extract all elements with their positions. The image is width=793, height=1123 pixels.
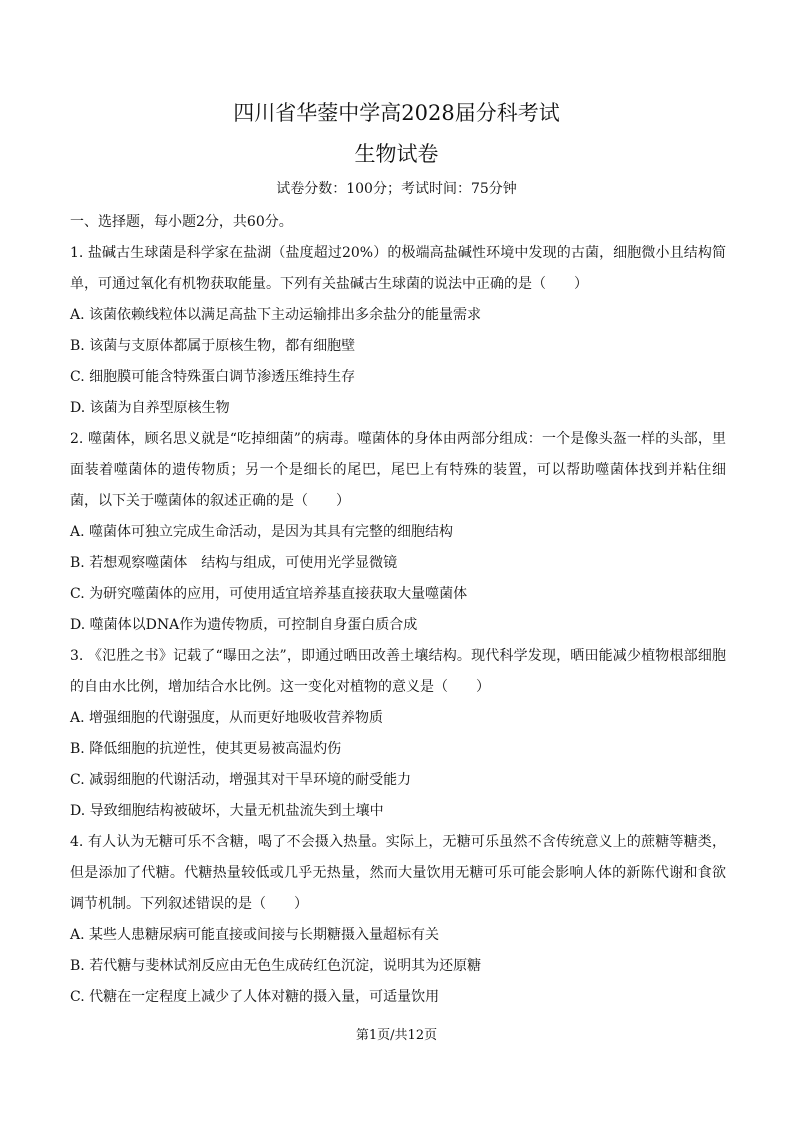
option-a: A. 噬菌体可独立完成生命活动，是因为其具有完整的细胞结构 (70, 524, 454, 540)
option-a: A. 增强细胞的代谢强度，从而更好地吸收营养物质 (70, 710, 384, 726)
page-number: 第1页/共12页 (355, 1028, 438, 1043)
option-c: C. 细胞膜可能含特殊蛋白调节渗透压维持生存 (70, 369, 356, 385)
question-stem: 4. 有人认为无糖可乐不含糖，喝了不会摄入热量。实际上，无糖可乐虽然不含传统意义上的蔗糖等糖类，但是添加了代糖。代糖热量较低或几乎无热量，然而大量饮用无糖可乐可能会影响人体的新陈代谢和食欲调节机制。下列叙述错误的是（ ） (70, 834, 726, 912)
option-d: D. 噬菌体以DNA作为遗传物质，可控制自身蛋白质合成 (70, 617, 418, 633)
question-2 (70, 424, 726, 641)
question-stem: 2. 噬菌体，顾名思义就是“吃掉细菌”的病毒。噬菌体的身体由两部分组成：一个是像头盔一样的头部，里面装着噬菌体的遗传物质；另一个是细长的尾巴，尾巴上有特殊的装置，可以帮助噬菌体找到并粘住细菌，以下关于噬菌体的叙述正确的是（ ） (70, 431, 726, 509)
question-stem: 1. 盐碱古生球菌是科学家在盐湖（盐度超过20%）的极端高盐碱性环境中发现的古菌，细胞微小且结构简单，可通过氧化有机物获取能量。下列有关盐碱古生球菌的说法中正确的是（ ） (70, 245, 726, 292)
exam-title: 四川省华蓥中学高2028届分科考试 (233, 101, 560, 125)
option-b: B. 若想观察噬菌体 结构与组成，可使用光学显微镜 (70, 555, 398, 571)
option-a: A. 该菌依赖线粒体以满足高盐下主动运输排出多余盐分的能量需求 (70, 307, 482, 323)
option-d: D. 导致细胞结构被破坏，大量无机盐流失到土壤中 (70, 803, 384, 819)
option-c: C. 代糖在一定程度上减少了人体对糖的摄入量，可适量饮用 (70, 989, 440, 1005)
question-1 (70, 238, 726, 424)
question-3 (70, 641, 726, 827)
option-b: B. 降低细胞的抗逆性，使其更易被高温灼伤 (70, 741, 342, 757)
option-c: C. 减弱细胞的代谢活动，增强其对干旱环境的耐受能力 (70, 772, 412, 788)
option-c: C. 为研究噬菌体的应用，可使用适宜培养基直接获取大量噬菌体 (70, 586, 468, 602)
option-a: A. 某些人患糖尿病可能直接或间接与长期糖摄入量超标有关 (70, 927, 440, 943)
exam-subtitle: 生物试卷 (354, 142, 439, 166)
exam-meta: 试卷分数：100分；考试时间：75分钟 (276, 181, 517, 197)
option-d: D. 该菌为自养型原核生物 (70, 400, 230, 416)
question-4 (70, 827, 726, 1013)
option-b: B. 该菌与支原体都属于原核生物，都有细胞壁 (70, 338, 356, 354)
option-b: B. 若代糖与斐林试剂反应由无色生成砖红色沉淀，说明其为还原糖 (70, 958, 482, 974)
section-heading: 一、选择题，每小题2分，共60分。 (70, 214, 293, 230)
question-stem: 3. 《氾胜之书》记载了“曝田之法”，即通过晒田改善土壤结构。现代科学发现，晒田能减少植物根部细胞的自由水比例，增加结合水比例。这一变化对植物的意义是（ ） (70, 648, 726, 695)
exam-content (70, 207, 726, 1013)
